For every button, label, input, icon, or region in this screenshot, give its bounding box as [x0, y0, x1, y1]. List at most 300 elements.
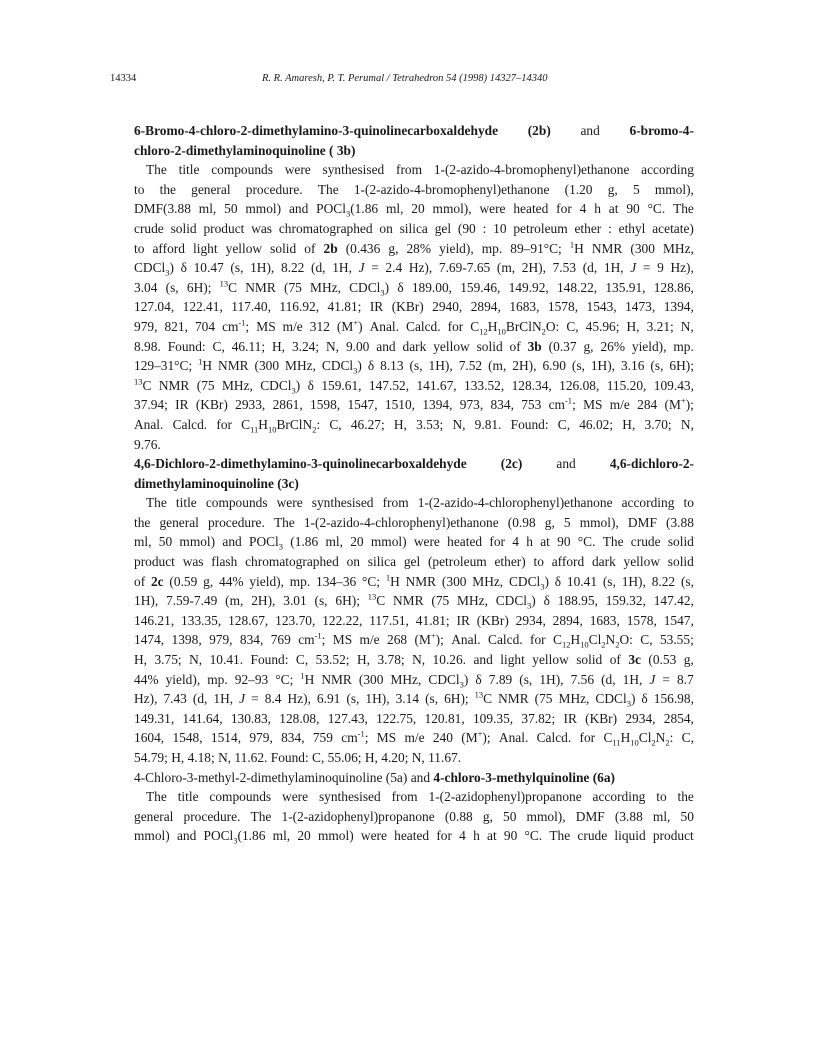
text-run: 122.41,: [182, 299, 223, 315]
text-run: 8.4: [264, 691, 282, 707]
word: [134, 317, 157, 337]
text-run: 50: [503, 808, 517, 824]
text-run: mmol): [179, 534, 216, 550]
word: [209, 787, 271, 807]
word: [610, 454, 694, 474]
word: [553, 611, 583, 631]
word: [565, 180, 593, 200]
word: [329, 415, 341, 435]
text-run: 109.35,: [472, 710, 514, 726]
word: [604, 258, 624, 278]
word: [668, 552, 694, 572]
text-run: 9.81.: [474, 416, 502, 432]
word: [630, 121, 694, 141]
word: [587, 297, 617, 317]
text-run: (s,: [519, 671, 533, 687]
text-run: 117.40,: [231, 299, 271, 315]
text-run: 6H);: [444, 691, 469, 707]
word: [483, 807, 493, 827]
text-run: 90: [557, 534, 571, 550]
word: [224, 199, 237, 219]
word: [265, 689, 282, 709]
text-run: 41.81;: [415, 612, 450, 628]
text-run: yellow: [532, 652, 569, 668]
text-run: 1514,: [210, 730, 242, 746]
word: [260, 376, 300, 396]
text-run: 979,: [249, 730, 273, 746]
word: [287, 689, 310, 709]
text-run: Anal.: [451, 632, 481, 648]
word: [346, 337, 369, 357]
word: [310, 395, 340, 415]
word: [418, 493, 613, 513]
text-run: CDCl: [595, 691, 627, 707]
text-run: The: [602, 534, 624, 550]
word: [512, 532, 519, 552]
text-run: from: [382, 495, 409, 511]
text-run: δ: [397, 279, 404, 295]
superscript: 1: [385, 572, 391, 583]
word: [211, 728, 241, 748]
section-heading-line: [134, 121, 694, 141]
word: [650, 356, 663, 376]
text-run: δ: [641, 691, 648, 707]
word: [245, 552, 339, 572]
word: [482, 239, 502, 259]
text-run: to: [656, 789, 667, 805]
text-run: of: [509, 338, 521, 354]
word: [624, 552, 660, 572]
text-run: m/e: [359, 632, 380, 648]
text-run: CDCl: [428, 671, 460, 687]
text-run: 90: [503, 828, 518, 844]
word: [189, 650, 202, 670]
text-run: 7.53: [552, 260, 577, 276]
text-run: 7.56: [570, 671, 595, 687]
text-run: ml,: [198, 201, 217, 217]
text-run: 135.91,: [605, 279, 646, 295]
word: [412, 278, 452, 298]
word: [134, 239, 144, 259]
text-run: ether): [494, 554, 526, 570]
text-run: J: [630, 260, 637, 276]
text-run: 20: [350, 534, 364, 550]
text-run: ethyl: [618, 220, 646, 236]
text-run: 53.52;: [315, 652, 350, 668]
text-run: IR: [456, 612, 470, 628]
text-run: ): [358, 318, 363, 334]
text-run: (s,: [650, 358, 664, 374]
word: [134, 258, 174, 278]
text-run: MS: [583, 397, 603, 413]
text-run: ): [544, 573, 549, 589]
text-run: (KBr): [476, 612, 509, 628]
word: [383, 493, 409, 513]
text-run: MHz,: [221, 377, 253, 393]
text-run: h: [526, 534, 533, 550]
text-run: (75: [534, 691, 553, 707]
word: [557, 532, 570, 552]
text-run: 1398,: [171, 632, 202, 648]
word: [222, 317, 249, 337]
word: [211, 160, 273, 180]
text-run: C: [376, 593, 386, 609]
text-run: H,: [393, 416, 407, 432]
word: [134, 121, 498, 141]
word: [359, 670, 384, 690]
word: [134, 278, 157, 298]
section-heading-line: [134, 454, 694, 474]
word: [683, 493, 693, 513]
text-run: 1H,: [622, 671, 643, 687]
text-run: δ: [367, 358, 375, 374]
text-run: 9.76.: [134, 436, 161, 452]
text-run: procedure.: [245, 181, 303, 197]
word: [429, 356, 453, 376]
text-run: ): [357, 358, 362, 374]
word: [146, 160, 167, 180]
text-run: 90: [626, 201, 640, 217]
word: [442, 572, 467, 592]
word: [289, 199, 308, 219]
text-run: The: [250, 808, 272, 824]
word: [283, 591, 306, 611]
word: [641, 689, 647, 709]
text-run: (0.436: [345, 240, 381, 256]
text-run: (d,: [601, 671, 616, 687]
text-run: 979,: [134, 318, 158, 334]
text-run: were: [284, 162, 311, 178]
text-run: C,: [329, 416, 342, 432]
word: [211, 552, 237, 572]
text-run: the: [677, 789, 694, 805]
text-run: and: [580, 123, 600, 138]
word: [512, 376, 552, 396]
text-run: 1-(2-azido-4-bromophenyl)ethanone: [433, 162, 630, 178]
text-run: ): [295, 377, 301, 393]
word: [325, 532, 342, 552]
word: [134, 572, 145, 592]
text-run: 1H),: [365, 691, 390, 707]
word: [134, 376, 151, 396]
paragraph-line: [134, 493, 694, 513]
text-run: (KBr): [585, 710, 618, 726]
text-run: IR: [369, 299, 384, 315]
word: [434, 160, 630, 180]
text-run: heated: [513, 201, 549, 217]
word: [394, 826, 429, 846]
word: [326, 337, 339, 357]
text-run: δ: [475, 671, 482, 687]
word: [522, 258, 546, 278]
text-run: ml,: [134, 534, 152, 550]
word: [255, 356, 280, 376]
text-run: 1-(2-azido-4-bromophenyl)ethanone: [353, 181, 550, 197]
text-run: g,: [583, 338, 594, 354]
word: [315, 591, 328, 611]
text-run: procedure.: [183, 808, 241, 824]
subscript: 3: [380, 287, 385, 298]
text-run: (75: [283, 279, 302, 295]
text-run: 147.42,: [653, 593, 694, 609]
word: [159, 532, 172, 552]
text-run: 10.41.: [209, 652, 244, 668]
text-run: 20: [411, 201, 425, 217]
word: [304, 513, 499, 533]
word: [428, 670, 468, 690]
word: [134, 180, 144, 200]
word: [458, 219, 476, 239]
text-run: (m,: [496, 260, 516, 276]
word: [609, 199, 619, 219]
superscript: -1: [238, 317, 246, 328]
word: [473, 709, 513, 729]
subscript: 3: [165, 267, 170, 278]
word: [571, 670, 594, 690]
text-run: MS: [332, 632, 353, 648]
text-run: 1394,: [663, 299, 694, 315]
subscript: 12: [479, 326, 488, 337]
text-run: (75: [431, 593, 450, 609]
word: [433, 199, 472, 219]
text-run: :: [482, 220, 487, 236]
word: [347, 552, 360, 572]
text-run: the: [134, 514, 151, 530]
word: [583, 337, 593, 357]
text-run: H,: [134, 652, 148, 668]
text-run: cm: [222, 318, 239, 334]
text-run: cm: [548, 397, 565, 413]
text-run: 8.13: [380, 358, 404, 374]
word: [409, 258, 432, 278]
text-run: 1683,: [509, 299, 540, 315]
word: [631, 532, 661, 552]
word: [371, 532, 407, 552]
word: [477, 611, 509, 631]
text-run: 769: [270, 632, 291, 648]
text-run: according: [621, 495, 675, 511]
word: [193, 689, 208, 709]
text-run: solid: [270, 240, 297, 256]
text-run: g,: [683, 652, 694, 668]
word: [213, 337, 225, 357]
section-heading-line: [134, 768, 694, 788]
word: [654, 376, 694, 396]
word: [134, 552, 175, 572]
text-run: (300: [254, 358, 280, 374]
text-run: 50: [680, 808, 694, 824]
text-run: CDCl: [134, 260, 166, 276]
word: [653, 826, 694, 846]
word: [583, 258, 598, 278]
word: [539, 670, 563, 690]
word: [555, 572, 561, 592]
text-run: NMR: [393, 593, 424, 609]
word: [660, 630, 694, 650]
text-run: NMR: [218, 358, 249, 374]
text-run: 45.96;: [585, 318, 620, 334]
text-run: 53.55;: [659, 632, 694, 648]
word: [134, 337, 161, 357]
word: [527, 807, 566, 827]
text-run: 10: [493, 220, 507, 236]
text-run: 159.46,: [460, 279, 501, 295]
word: [593, 787, 646, 807]
text-run: Hz),: [408, 260, 433, 276]
word: [235, 670, 268, 690]
text-run: (1.86: [290, 534, 319, 550]
word: [222, 532, 241, 552]
text-run: 1H,: [332, 260, 352, 276]
text-run: (M: [664, 397, 681, 413]
text-run: cm: [341, 730, 358, 746]
word: [445, 807, 473, 827]
paragraph-line: [134, 337, 694, 357]
text-run: (1.86: [350, 201, 379, 217]
text-run: ): [531, 593, 536, 609]
paragraph-line: [134, 199, 694, 219]
text-run: crude: [630, 534, 661, 550]
word: [279, 297, 319, 317]
word: [545, 513, 555, 533]
word: [580, 199, 587, 219]
word: [556, 199, 572, 219]
word: [163, 689, 186, 709]
subscript: 3: [345, 209, 351, 220]
word: [203, 219, 244, 239]
text-run: 3.24;: [291, 338, 320, 354]
text-run: H: [258, 416, 268, 432]
word: [321, 376, 361, 396]
text-run: 1H),: [428, 358, 453, 374]
word: [359, 258, 365, 278]
word: [681, 807, 694, 827]
paragraph-line: [134, 317, 694, 337]
text-run: °C.: [577, 534, 596, 550]
text-run: yield),: [439, 240, 474, 256]
text-run: 7.89: [488, 671, 513, 687]
superscript: +: [680, 395, 686, 406]
text-run: ): [384, 279, 390, 295]
text-run: 8.22: [280, 260, 305, 276]
word: [390, 670, 421, 690]
paragraph-line: [134, 532, 694, 552]
text-run: afford: [551, 554, 585, 570]
text-run: 4: [512, 534, 519, 550]
word: [388, 239, 398, 259]
word: [277, 493, 303, 513]
text-run: 4: [579, 201, 587, 217]
subscript: 10: [497, 326, 506, 337]
text-run: 54.79; H, 4.18; N, 11.62. Found: C, 55.06; H, 4.20; N, 11.67.: [134, 750, 462, 765]
word: [670, 258, 693, 278]
text-run: 128.67,: [228, 612, 269, 628]
word: [197, 376, 215, 396]
word: [251, 807, 272, 827]
word: [316, 572, 356, 592]
running-header: [110, 73, 706, 89]
text-run: 1H),: [590, 358, 616, 374]
word: [519, 670, 532, 690]
word: [279, 219, 373, 239]
text-run: solid: [667, 534, 694, 550]
subscript: 10: [580, 640, 589, 651]
word: [347, 395, 377, 415]
word: [273, 826, 290, 846]
text-run: (0.88: [444, 808, 473, 824]
text-run: g,: [203, 573, 214, 589]
text-run: m/e: [609, 397, 630, 413]
text-run: MHz,: [310, 279, 341, 295]
word: [333, 630, 352, 650]
word: [641, 160, 694, 180]
text-run: 26%: [600, 338, 625, 354]
word: [607, 376, 647, 396]
word: [184, 807, 241, 827]
text-run: 704: [194, 318, 216, 334]
word: [577, 826, 607, 846]
text-run: (M: [414, 632, 431, 648]
word: [521, 709, 555, 729]
text-run: mp.: [289, 573, 311, 589]
text-run: and: [288, 201, 309, 217]
text-run: product: [652, 828, 694, 844]
word: [570, 239, 584, 259]
paragraph-line: [134, 787, 694, 807]
word: [428, 787, 581, 807]
text-run: MHz,: [663, 240, 694, 256]
text-run: 149.92,: [508, 279, 549, 295]
word: [371, 258, 379, 278]
word: [558, 591, 598, 611]
text-run: were: [276, 495, 303, 511]
text-run: (d,: [582, 260, 598, 276]
word: [134, 728, 164, 748]
text-run: 3.70;: [644, 416, 672, 432]
text-run: m/e: [404, 730, 425, 746]
word: [630, 239, 655, 259]
text-run: (s,: [314, 593, 328, 609]
word: [298, 630, 325, 650]
word: [447, 532, 482, 552]
word: [246, 180, 303, 200]
text-run: 9.00: [345, 338, 370, 354]
text-run: POCl: [203, 828, 234, 844]
page-number: 14334: [110, 73, 137, 84]
word: [134, 532, 151, 552]
text-run: (3.88: [666, 514, 694, 530]
text-run: Found:: [510, 416, 549, 432]
text-run: was: [182, 554, 204, 570]
text-run: MHz,: [472, 573, 504, 589]
text-run: 5: [563, 514, 571, 530]
word: [451, 630, 480, 650]
word: [681, 572, 694, 592]
subscript: 12: [561, 640, 571, 651]
text-run: cm: [298, 632, 315, 648]
word: [645, 415, 672, 435]
text-run: to: [134, 240, 145, 256]
word: [310, 278, 341, 298]
word: [662, 670, 670, 690]
word: [475, 689, 492, 709]
text-run: 50: [158, 534, 173, 550]
paragraph-line: [134, 297, 694, 317]
word: [664, 297, 694, 317]
text-run: Calcd.: [536, 730, 572, 746]
running-head: R. R. Amaresh, P. T. Perumal / Tetrahedron 54 (1998) 14327–14340: [262, 73, 548, 84]
subscript: 11: [612, 738, 621, 749]
